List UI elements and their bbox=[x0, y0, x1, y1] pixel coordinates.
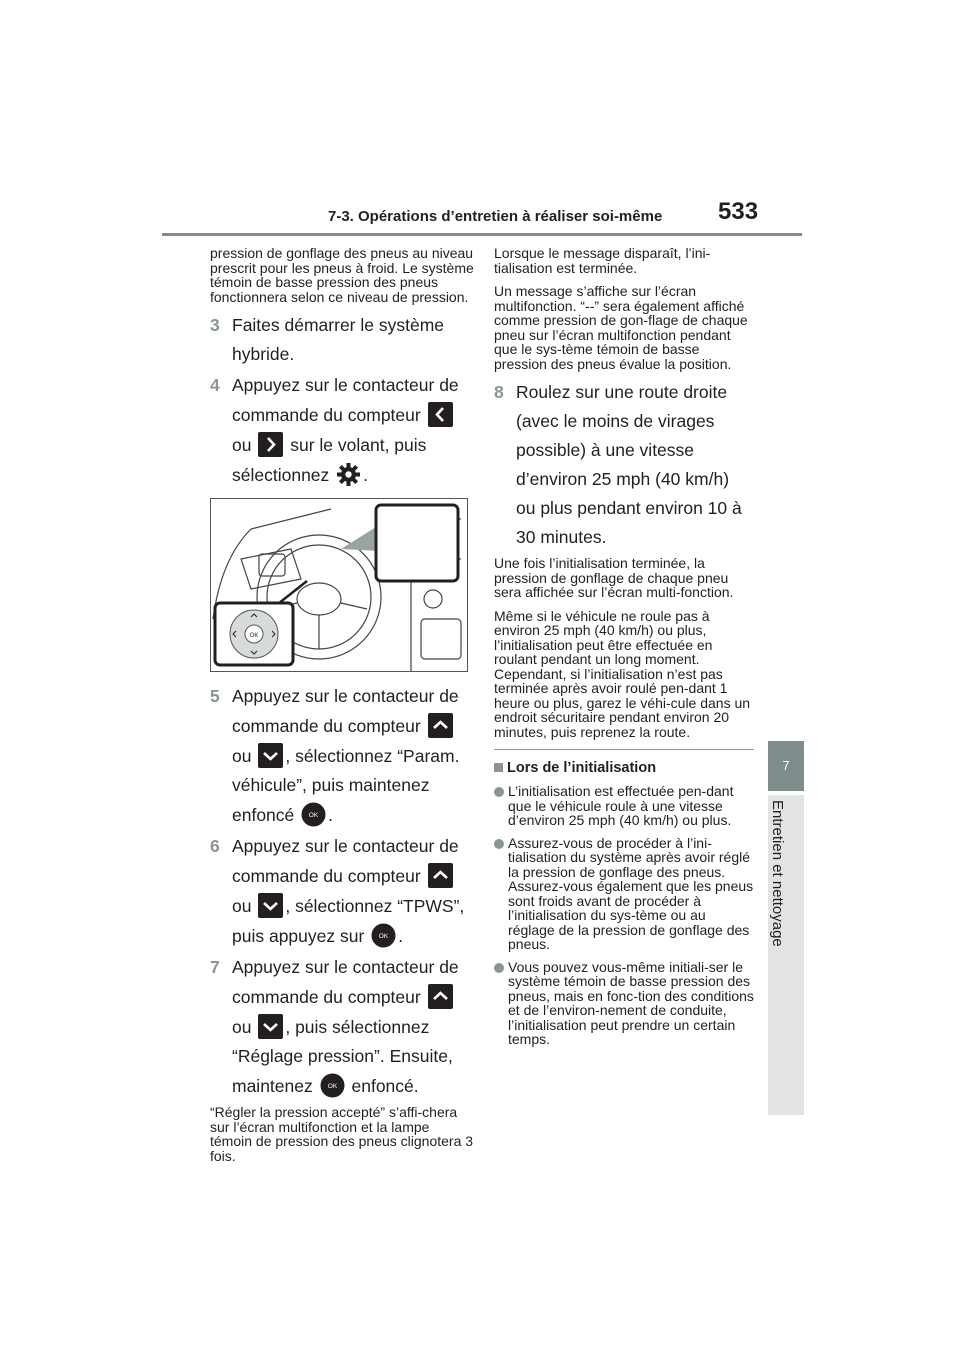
step-text-with-icon bbox=[232, 923, 474, 949]
step-text: Appuyez sur le contacteur de bbox=[232, 957, 459, 977]
step-4 bbox=[210, 373, 474, 488]
step-text-with-icon bbox=[232, 893, 474, 919]
step-8 bbox=[494, 380, 754, 550]
step-text: ou bbox=[232, 1017, 252, 1037]
bullet-dot-icon bbox=[494, 963, 504, 973]
section-heading bbox=[494, 760, 754, 776]
bullet-dot-icon bbox=[494, 787, 504, 797]
chevron-up-icon bbox=[428, 984, 453, 1009]
step-6 bbox=[210, 834, 474, 949]
chapter-number-tab: 7 bbox=[768, 741, 804, 791]
step-text: sélectionnez bbox=[232, 465, 330, 485]
header-rule bbox=[162, 233, 802, 236]
section-heading-text: Lors de l’initialisation bbox=[507, 760, 657, 776]
step-text: ou plus pendant environ 10 à bbox=[516, 498, 742, 518]
steering-wheel-drawing bbox=[211, 499, 467, 671]
chevron-down-icon bbox=[258, 893, 283, 918]
step-text-with-icon bbox=[232, 1073, 474, 1099]
step-text: (avec le moins de virages bbox=[516, 411, 715, 431]
step-text: Roulez sur une route droite bbox=[516, 382, 728, 402]
step-text: 30 minutes. bbox=[516, 527, 607, 547]
step-text: ou bbox=[232, 435, 252, 455]
chapter-title: Entretien et nettoyage bbox=[769, 800, 786, 947]
paragraph: Une fois l’initialisation terminée, la pression de gonflage de chaque pneu sera affichée sur l’écran multi-fonction. bbox=[494, 555, 734, 600]
step-number: 5 bbox=[210, 686, 220, 706]
step-text: Appuyez sur le contacteur de bbox=[232, 375, 459, 395]
step-text: commande du compteur bbox=[232, 866, 421, 886]
left-column bbox=[210, 246, 474, 1172]
step-text: possible) à une vitesse bbox=[516, 440, 695, 460]
ok-button-icon bbox=[301, 802, 326, 827]
svg-text:OK: OK bbox=[308, 812, 319, 819]
step-text-with-icon bbox=[232, 713, 474, 739]
square-bullet-icon bbox=[494, 763, 503, 772]
paragraph: Un message s’affiche sur l’écran multifonction. “--” sera également affiché comme pression de gon-flage de chaque pneu sur l’écran multifonction pendant que le sys-tème témoin de basse pression des pneus évalue la position. bbox=[494, 283, 748, 372]
step-text-with-icon bbox=[232, 432, 474, 458]
step-text: . bbox=[363, 465, 369, 485]
ok-button-icon bbox=[320, 1073, 345, 1098]
step-number: 8 bbox=[494, 382, 504, 402]
chevron-down-icon bbox=[258, 1014, 283, 1039]
step-text: Appuyez sur le contacteur de bbox=[232, 686, 459, 706]
chevron-down-icon bbox=[258, 743, 283, 768]
step-text: d’environ 25 mph (40 km/h) bbox=[516, 469, 730, 489]
step-text: commande du compteur bbox=[232, 987, 421, 1007]
step-text-with-icon bbox=[232, 802, 474, 828]
step-text: ou bbox=[232, 746, 252, 766]
step-text: , puis sélectionnez bbox=[285, 1017, 430, 1037]
step-text-with-icon bbox=[232, 984, 474, 1010]
gear-icon bbox=[336, 462, 361, 487]
step-text: maintenez bbox=[232, 1076, 313, 1096]
right-column bbox=[494, 246, 754, 1055]
svg-text:OK: OK bbox=[327, 1083, 337, 1090]
step-text: sur le volant, puis bbox=[290, 435, 427, 455]
step-text-with-icon bbox=[232, 743, 474, 769]
step-text-with-icon bbox=[232, 402, 474, 428]
ok-button-icon bbox=[371, 923, 396, 948]
bullet-text: Vous pouvez vous-même initiali-ser le système témoin de basse pression des pneus, mais en fonc-tion des conditions et de l’environ-nement de conduite, l’initialisation peut prendre un certain temps. bbox=[508, 958, 754, 1047]
paragraph: Même si le véhicule ne roule pas à environ 25 mph (40 km/h) ou plus, l’initialisation peut être effectuée en roulant pendant un long moment. Cependant, si l’initialisation n’est pas terminée après avoir roulé pen-dant 1 heure ou plus, garez le véhi-cule dans un endroit sécuritaire pendant environ 20 minutes, puis reprenez la route. bbox=[494, 607, 751, 740]
step-text: hybride. bbox=[232, 344, 295, 364]
bullet-text: Assurez-vous de procéder à l’ini-tialisation du système après avoir réglé la pression de gonflage des pneus. Assurez-vous également que les pneus sont froids avant de procéder à l’initialisation du sys-tème ou au réglage de la pression de gonflage des pneus. bbox=[508, 834, 754, 952]
step-text: ou bbox=[232, 896, 252, 916]
bullet-item bbox=[494, 836, 754, 952]
step-text-with-icon bbox=[232, 462, 474, 488]
step-text: puis appuyez sur bbox=[232, 926, 365, 946]
bullet-item bbox=[494, 784, 754, 828]
step-text-with-icon bbox=[232, 863, 474, 889]
ok-button-label: OK bbox=[249, 633, 259, 639]
paragraph: Lorsque le message disparaît, l’ini-tialisation est terminée. bbox=[494, 245, 711, 276]
step-text: , sélectionnez “TPWS”, bbox=[285, 896, 465, 916]
step-3 bbox=[210, 313, 474, 367]
chevron-right-icon bbox=[258, 432, 283, 457]
intro-paragraph: pression de gonflage des pneus au niveau prescrit pour les pneus à froid. Le système témoin de basse pression des pneus fonctionnera selon ce niveau de pression. bbox=[210, 245, 474, 305]
bullet-item bbox=[494, 960, 754, 1047]
step-text: commande du compteur bbox=[232, 405, 421, 425]
step-number: 4 bbox=[210, 375, 220, 395]
step-text-with-icon bbox=[232, 1014, 474, 1040]
chevron-up-icon bbox=[428, 863, 453, 888]
step-text: Faites démarrer le système bbox=[232, 315, 445, 335]
step-text: véhicule”, puis maintenez bbox=[232, 775, 430, 795]
step-text: Appuyez sur le contacteur de bbox=[232, 836, 459, 856]
svg-text:OK: OK bbox=[378, 933, 389, 940]
section-title: 7-3. Opérations d’entretien à réaliser soi-même bbox=[328, 208, 663, 225]
step-text: . bbox=[328, 805, 334, 825]
bullet-dot-icon bbox=[494, 839, 504, 849]
step-7 bbox=[210, 955, 474, 1099]
bullet-text: L’initialisation est effectuée pen-dant que le véhicule roule à une vitesse d’environ 25 mph (40 km/h) ou plus. bbox=[508, 783, 734, 828]
chevron-left-icon bbox=[428, 402, 453, 427]
step-text: . bbox=[398, 926, 404, 946]
step-number: 7 bbox=[210, 957, 220, 977]
chevron-up-icon bbox=[428, 713, 453, 738]
step-text: commande du compteur bbox=[232, 716, 421, 736]
step-text: enfoncé bbox=[232, 805, 295, 825]
step-5 bbox=[210, 684, 474, 828]
steering-wheel-illustration bbox=[210, 498, 468, 672]
step-number: 3 bbox=[210, 315, 220, 335]
step-text: enfoncé. bbox=[351, 1076, 419, 1096]
section-divider bbox=[494, 749, 754, 750]
note-paragraph: “Régler la pression accepté” s’affi-chera sur l’écran multifonction et la lampe témoin de pression des pneus clignotera 3 fois. bbox=[210, 1104, 474, 1164]
step-text: “Réglage pression”. Ensuite, bbox=[232, 1046, 453, 1066]
step-text: , sélectionnez “Param. bbox=[285, 746, 460, 766]
page-number: 533 bbox=[718, 198, 759, 225]
step-number: 6 bbox=[210, 836, 220, 856]
